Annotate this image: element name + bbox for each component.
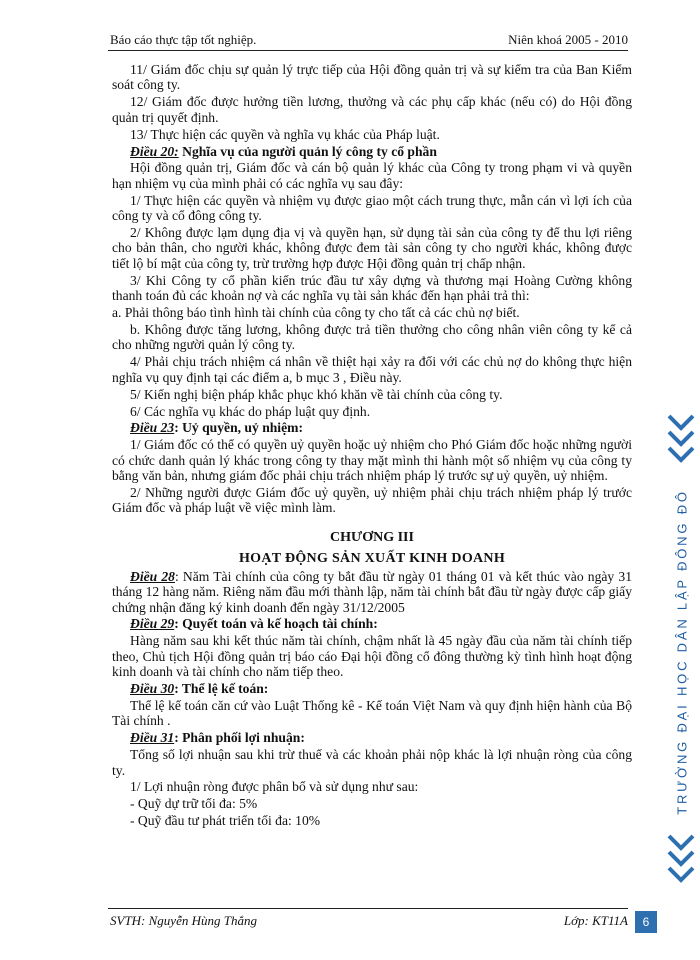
paragraph: 1/ Thực hiện các quyền và nhiệm vụ được giao một cách trung thực, mẫn cán vì lợi ích của công ty và cổ đông công ty. xyxy=(112,192,632,224)
header-academic-year: Niên khoá 2005 - 2010 xyxy=(508,32,628,47)
list-item: b. Không được tăng lương, không được trả tiền thưởng cho công nhân viên công ty kể cả cho những người quản lý công ty. xyxy=(112,322,632,353)
page-number: 6 xyxy=(635,911,657,933)
article-title: : Phân phối lợi nhuận: xyxy=(174,730,305,746)
article-28 xyxy=(112,569,632,615)
article-text: : Năm Tài chính của công ty bắt đầu từ ngày 01 tháng 01 và kết thúc vào ngày 31 tháng 12 hàng năm. Riêng năm đầu mới thành lập, năm tài chính bắt đầu từ ngày được cấp giấy chứng nhận đăng ký kinh doanh đến ngày 31/12/2005 xyxy=(112,568,632,615)
school-name-vertical xyxy=(664,472,700,832)
list-item: a. Phải thông báo tình hình tài chính của công ty cho tất cả các chủ nợ biết. xyxy=(112,305,520,321)
footer-student: SVTH: Nguyễn Hùng Thắng xyxy=(110,913,257,928)
article-label: Điều 30 xyxy=(130,681,175,697)
chapter-title: HOẠT ĐỘNG SẢN XUẤT KINH DOANH xyxy=(238,551,506,567)
article-heading-20 xyxy=(130,144,632,159)
paragraph: 13/ Thực hiện các quyền và nghĩa vụ khác của Pháp luật. xyxy=(130,126,440,142)
paragraph: Hội đồng quản trị, Giám đốc và cán bộ quản lý khác của Công ty trong phạm vi và quyền hạn nhiệm vụ của mình phải có các nghĩa vụ sau đây: xyxy=(112,160,632,191)
page-header xyxy=(108,30,628,51)
paragraph: 2/ Những người được Giám đốc uỷ quyền, uỷ nhiệm phải chịu trách nhiệm pháp lý trước Giám đốc và pháp luật về việc mình làm. xyxy=(112,485,632,516)
article-label: Điều 31 xyxy=(130,730,175,746)
page-footer xyxy=(108,908,628,931)
article-heading-31 xyxy=(130,730,632,745)
paragraph: 5/ Kiến nghị biện pháp khắc phục khó khăn về tài chính của công ty. xyxy=(130,386,503,402)
school-sidebar xyxy=(664,410,700,890)
paragraph: 4/ Phải chịu trách nhiệm cá nhân về thiệt hại xảy ra đối với các chủ nợ do không thực hiện nghĩa vụ quy định tại các điểm a, b mục 3 , Điều này. xyxy=(112,354,632,385)
header-report-title: Báo cáo thực tập tốt nghiệp. xyxy=(110,32,257,47)
paragraph: 2/ Không được lạm dụng địa vị và quyền hạn, sử dụng tài sản của công ty để thu lợi riêng cho bản thân, cho người khác, không được đem tài sản công ty cho người khác, không được tiết lộ bí mật của công ty, trừ trường hợp được Hội đồng quản trị chấp nhận. xyxy=(112,225,632,271)
article-heading-30 xyxy=(130,681,632,696)
article-label: Điều 29 xyxy=(130,616,175,632)
chevron-down-icon xyxy=(666,830,696,890)
article-title: : Uỷ quyền, uỷ nhiệm: xyxy=(174,420,303,436)
paragraph: 3/ Khi Công ty cổ phần kiến trúc đầu tư xây dựng và thương mại Hoàng Cường không thanh toán đủ các khoản nợ và các nghĩa vụ tài sản khác đến hạn phải trả thì: xyxy=(112,272,632,304)
list-item: - Quỹ đầu tư phát triển tối đa: 10% xyxy=(130,813,321,829)
paragraph: 12/ Giám đốc được hưởng tiền lương, thưởng và các phụ cấp khác (nếu có) do Hội đồng quản trị quyết định. xyxy=(112,94,632,125)
paragraph: Thể lệ kế toán căn cứ vào Luật Thống kê - Kế toán Việt Nam và quy định hiện hành của Bộ Tài chính . xyxy=(112,697,632,729)
document-body xyxy=(112,62,632,830)
article-label: Điều 20: xyxy=(130,143,179,159)
article-label: Điều 23 xyxy=(130,420,175,436)
paragraph: 6/ Các nghĩa vụ khác do pháp luật quy định. xyxy=(130,403,371,419)
paragraph: Tổng số lợi nhuận sau khi trừ thuế và các khoản phải nộp khác là lợi nhuận ròng của công ty. xyxy=(112,747,632,778)
article-label: Điều 28 xyxy=(130,568,175,584)
paragraph: 11/ Giám đốc chịu sự quản lý trực tiếp của Hội đồng quản trị và sự kiểm tra của Ban Kiểm soát công ty. xyxy=(112,62,632,93)
footer-class: Lớp: KT11A xyxy=(563,913,628,928)
paragraph: 1/ Lợi nhuận ròng được phân bổ và sử dụng như sau: xyxy=(130,779,419,795)
article-heading-29 xyxy=(130,616,632,631)
list-item: - Quỹ dự trữ tối đa: 5% xyxy=(130,796,258,812)
article-title: : Quyết toán và kế hoạch tài chính: xyxy=(174,616,378,632)
article-title: Nghĩa vụ của người quản lý công ty cổ phần xyxy=(182,143,437,159)
chevron-down-icon xyxy=(666,410,696,470)
article-heading-23 xyxy=(130,420,632,435)
article-title: : Thể lệ kế toán: xyxy=(174,681,269,697)
paragraph: 1/ Giám đốc có thể có quyền uỷ quyền hoặc uỷ nhiệm cho Phó Giám đốc hoặc những người có chức danh quản lý khác trong công ty thay mặt mình thi hành một số nhiệm vụ của công ty bằng văn bản, nhưng giám đốc phải chịu trách nhiệm pháp lý trước sự uỷ quyền, uỷ nhiệm. xyxy=(112,437,632,484)
paragraph: Hàng năm sau khi kết thúc năm tài chính, chậm nhất là 45 ngày đầu của năm tài chính tiếp theo, Chủ tịch Hội đồng quản trị báo cáo Đại hội đồng cổ đông thường kỳ tình hình hoạt động kinh doanh và tài chính cho năm tiếp theo. xyxy=(112,633,632,680)
school-name: TRƯỜNG ĐẠI HỌC DÂN LẬP ĐÔNG ĐÔ xyxy=(674,489,690,815)
chapter-number: CHƯƠNG III xyxy=(330,529,414,545)
